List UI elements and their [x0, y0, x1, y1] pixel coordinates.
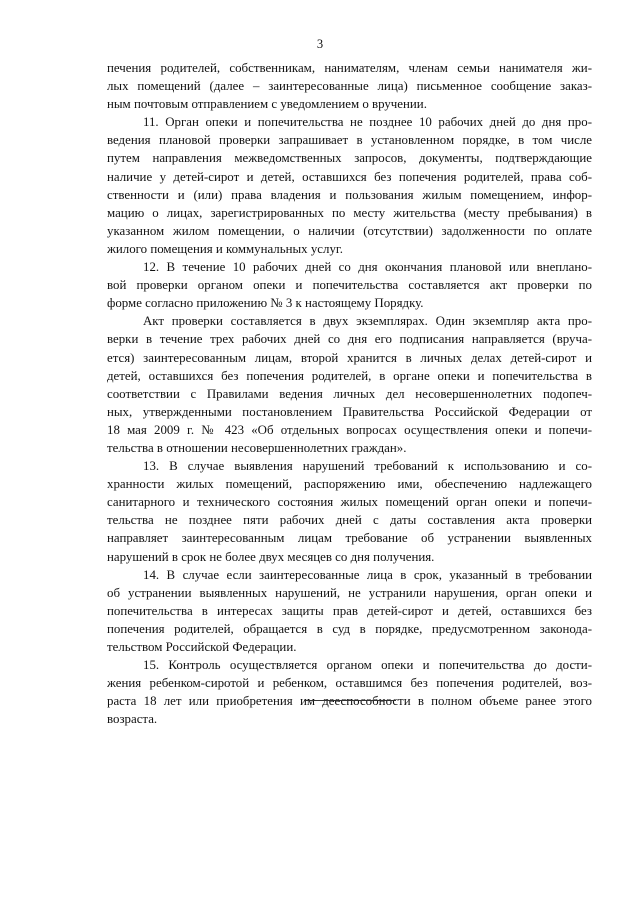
text-line: нарушений в срок не более двух месяцев со дня получения.: [107, 549, 435, 564]
text-line: 11. Орган опеки и попечительства не позднее 10 рабочих дней до дня про-: [143, 115, 592, 130]
text-line: раста 18 лет или приобретения им дееспособности в полном объеме ранее этого: [107, 694, 592, 709]
text-line: ных, утвержденными постановлением Правительства Российской Федерации от: [107, 404, 592, 419]
text-line: тельства в отношении несовершеннолетних граждан».: [107, 440, 407, 455]
text-line: ется) заинтересованным лицам, второй хранится в личных делах детей-сирот и: [107, 350, 592, 365]
text-line: мацию о лицах, зарегистрированных по месту жительства (месту пребывания) в: [107, 205, 592, 220]
text-line: лых помещений (далее – заинтересованные лица) письменное сообщение заказ-: [107, 79, 592, 94]
text-line: хранности жилых помещений, распоряжению ими, обеспечению надлежащего: [107, 477, 592, 492]
text-line: тельства не позднее пяти рабочих дней с даты составления акта проверки: [107, 513, 592, 528]
text-line: возраста.: [107, 712, 158, 727]
page-number: 3: [316, 37, 324, 51]
text-line: Акт проверки составляется в двух экземплярах. Один экземпляр акта про-: [143, 314, 592, 329]
text-line: наличие у детей-сирот и детей, оставшихся без попечения родителей, права соб-: [107, 169, 592, 184]
text-line: попечительства в интересах защиты прав детей-сирот и детей, оставшихся без: [107, 603, 592, 618]
text-line: попечения родителей, обращается в суд в порядке, предусмотренном законода-: [107, 621, 592, 636]
text-line: путем направления межведомственных запросов, документы, подтверждающие: [107, 151, 592, 166]
text-line: тельством Российской Федерации.: [107, 640, 297, 654]
text-line: ным почтовым отправлением с уведомлением о вручении.: [107, 97, 427, 112]
text-line: 13. В случае выявления нарушений требований к использованию и со-: [143, 459, 592, 474]
text-line: 12. В течение 10 рабочих дней со дня окончания плановой или внеплано-: [143, 260, 592, 275]
text-line: жилого помещения и коммунальных услуг.: [107, 241, 343, 256]
text-line: соответствии с Правилами ведения личных дел несовершеннолетних подопеч-: [107, 386, 592, 401]
text-line: 18 мая 2009 г. № 423 «Об отдельных вопросах осуществления опеки и попечи-: [107, 422, 592, 437]
end-divider-line: [304, 700, 396, 701]
text-line: указанном жилом помещении, о наличии (отсутствии) задолженности по оплате: [107, 223, 592, 238]
document-body: [107, 59, 592, 728]
text-line: санитарного и технического состояния жилых помещений орган опеки и попечи-: [107, 495, 592, 510]
text-line: вой проверки органом опеки и попечительства составляется акт проверки по: [107, 278, 592, 293]
text-line: детей, оставшихся без попечения родителей, в органе опеки и попечительства в: [107, 368, 592, 383]
text-line: форме согласно приложению № 3 к настоящему Порядку.: [107, 296, 424, 311]
text-line: верки в течение трех рабочих дней со дня его подписания направляется (вруча-: [107, 332, 592, 347]
text-line: об устранении выявленных нарушений, не устранили нарушения, орган опеки и: [107, 585, 592, 600]
text-line: жения ребенком-сиротой и ребенком, оставшимся без попечения родителей, воз-: [107, 676, 592, 691]
text-line: 15. Контроль осуществляется органом опеки и попечительства до дости-: [143, 658, 592, 673]
text-line: печения родителей, собственникам, нанимателям, членам семьи нанимателя жи-: [107, 61, 592, 75]
text-line: направляет заинтересованным лицам требование об устранении выявленных: [107, 531, 592, 546]
text-line: ведения плановой проверки запрашивает в установленном порядке, в том числе: [107, 133, 592, 148]
text-line: 14. В случае если заинтересованные лица в срок, указанный в требовании: [143, 567, 592, 582]
text-line: ственности и (или) права владения и пользования жилым помещением, инфор-: [107, 187, 592, 202]
